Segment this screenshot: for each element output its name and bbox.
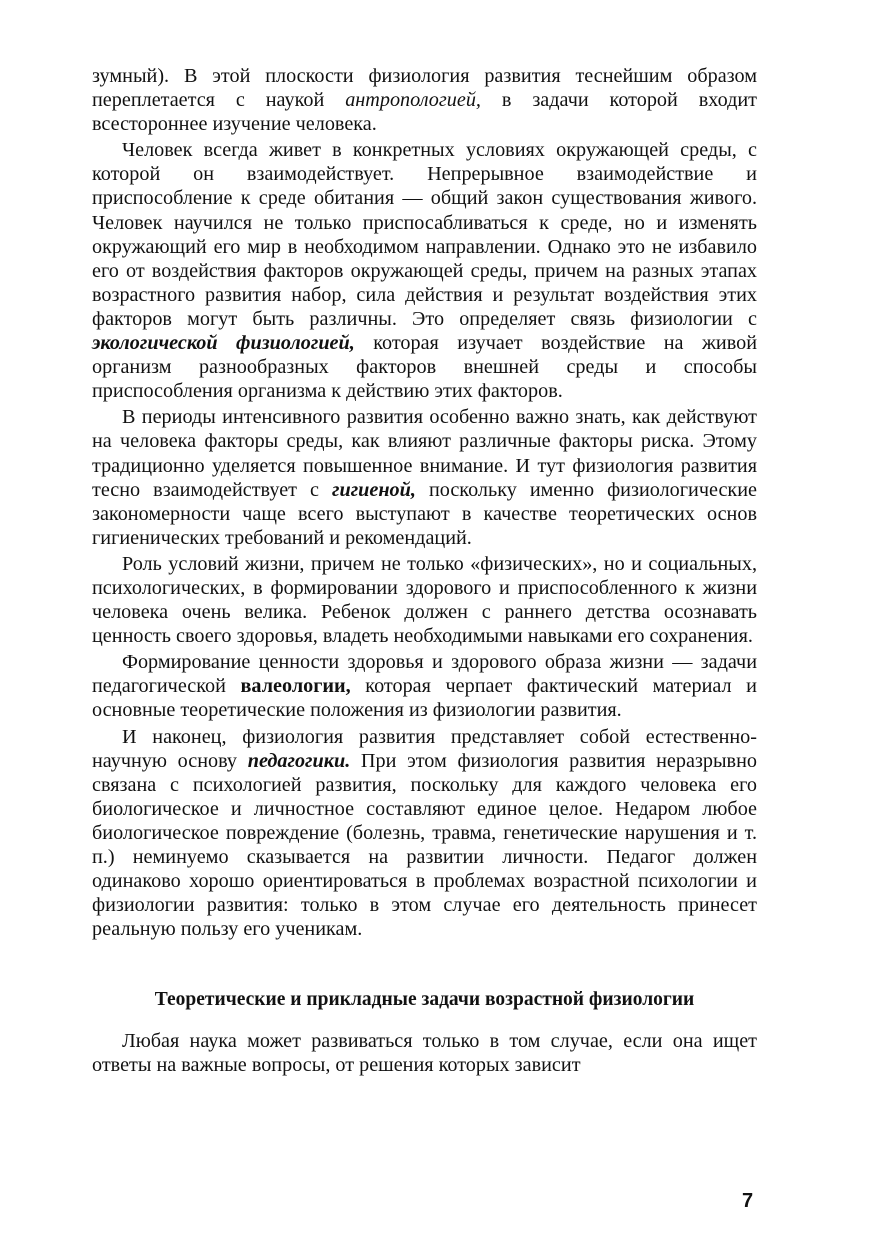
section-heading: Теоретические и прикладные задачи возрастной физиологии bbox=[154, 989, 695, 1011]
text-run: Человек всегда живет в конкретных условиях окружающей среды, с которой он взаимодействует. Непрерывное взаимодействие и приспособление к среде обитания — общий закон существования живого. Человек научился не только приспосабливаться к среде, но и изменять окружающий его мир в необходимом направлении. Однако это не избавило его от воздействия факторов окружающей среды, причем на разных этапах возрастного развития набор, сила действия и результат воздействия этих факторов могут быть различны. Это определяет связь физиологии с bbox=[92, 139, 757, 330]
text-run: При этом физиология развития неразрывно связана с психологией развития, поскольку для каждого человека его биологическое и личностное составляют единое целое. Недаром любое биологическое повреждение (болезнь, травма, генетические нарушения и т. п.) неминуемо сказывается на развитии личности. Педагог должен одинаково хорошо ориентироваться в проблемах возрастной психологии и физиологии развития: только в этом случае его деятельность принесет реальную пользу его ученикам. bbox=[92, 749, 757, 941]
text-run: поскольку именно физиологические закономерности чаще всего выступают в качестве теоретических основ гигиенических требований и рекомендаций. bbox=[92, 478, 757, 549]
term: валеологии, bbox=[240, 675, 351, 698]
text-run: зумный). В этой плоскости физиология развития теснейшим образом переплетается с наукой bbox=[92, 65, 757, 112]
text-run: Формирование ценности здоровья и здорового образа жизни — задачи педагогической bbox=[92, 651, 757, 698]
term: экологической физиологией, bbox=[92, 332, 355, 355]
page-number: 7 bbox=[742, 1190, 754, 1212]
text-run: Роль условий жизни, причем не только «физических», но и социальных, психологических, в формировании здорового и приспособленного к жизни человека очень велика. Ребенок должен с раннего детства осознавать ценность своего здоровья, владеть необходимыми навыками его сохранения. bbox=[92, 552, 757, 648]
paragraph-6 bbox=[92, 725, 757, 942]
paragraph-5 bbox=[92, 650, 757, 722]
term: гигиеной, bbox=[332, 478, 416, 501]
text-run: И наконец, физиология развития представляет собой естественно-научную основу bbox=[92, 725, 757, 772]
closing-paragraph: Любая наука может развиваться только в том случае, если она ищет ответы на важные вопросы, от решения которых зависит bbox=[92, 1030, 757, 1077]
text-run: которая черпает фактический материал и основные теоретические положения из физиологии развития. bbox=[92, 675, 757, 722]
term: педагогики. bbox=[247, 749, 351, 772]
paragraph-4 bbox=[92, 552, 757, 648]
paragraph-3 bbox=[92, 405, 757, 550]
page-body bbox=[92, 64, 757, 1078]
paragraph-1 bbox=[92, 64, 757, 136]
text-run: которая изучает воздействие на живой организм разнообразных факторов внешней среды и способы приспособления организма к действию этих факторов. bbox=[92, 332, 757, 403]
paragraphs bbox=[92, 64, 757, 941]
paragraph-2 bbox=[92, 138, 757, 403]
text-run: В периоды интенсивного развития особенно важно знать, как действуют на человека факторы среды, как влияют различные факторы риска. Этому традиционно уделяется повышенное внимание. И тут физиология развития тесно взаимодействует с bbox=[92, 406, 757, 501]
term: антропологией, bbox=[345, 89, 481, 112]
text-run: в задачи которой входит всестороннее изучение человека. bbox=[92, 89, 757, 136]
